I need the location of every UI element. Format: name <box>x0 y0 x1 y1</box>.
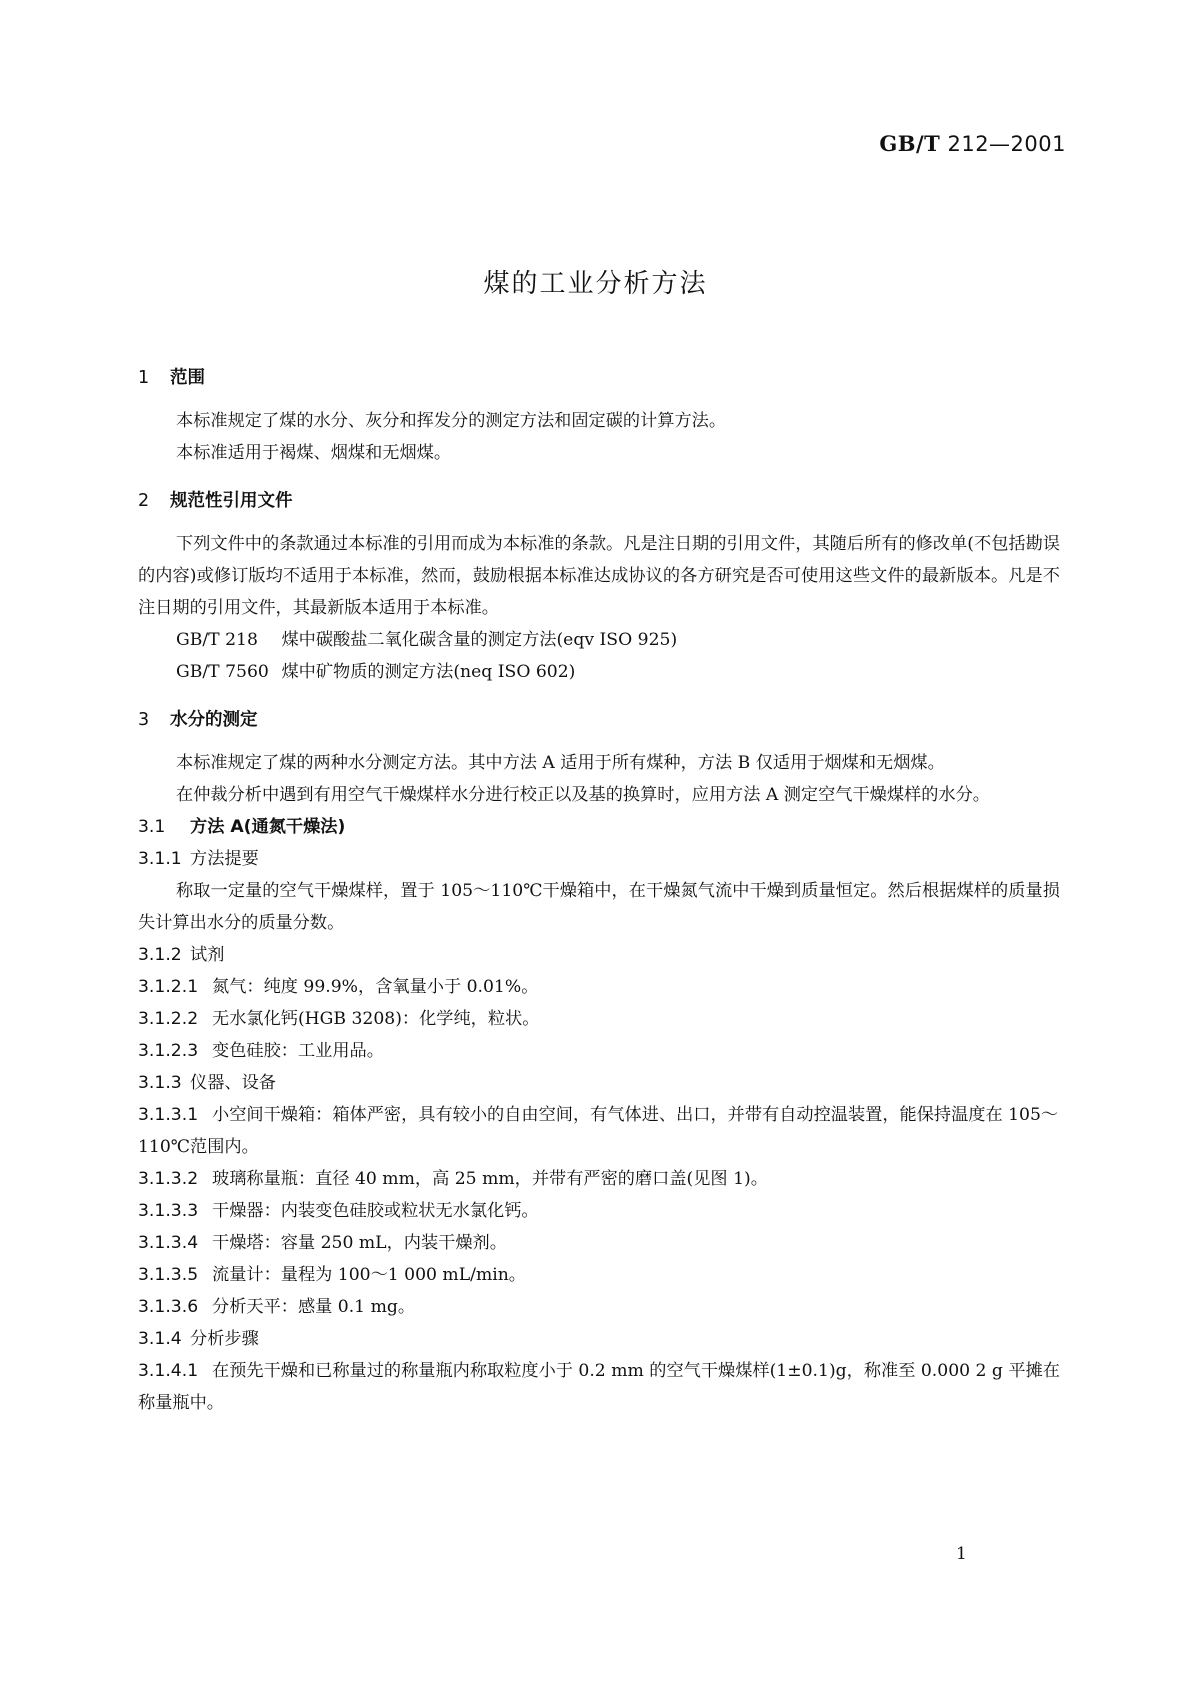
section-title: 规范性引用文件 <box>170 491 293 511</box>
clause-number: 3.1.2.1 <box>138 977 199 997</box>
section-number: 1 <box>138 368 150 388</box>
section-3-heading <box>138 704 1060 737</box>
standard-number <box>879 131 1066 156</box>
clause-number: 3.1.3.3 <box>138 1201 199 1221</box>
clause-number: 3.1.2.3 <box>138 1041 199 1061</box>
clause-3-1-3-2 <box>138 1163 1060 1195</box>
paragraph: 本标准规定了煤的水分、灰分和挥发分的测定方法和固定碳的计算方法。 <box>176 411 727 431</box>
paragraph: 在仲裁分析中遇到有用空气干燥煤样水分进行校正以及基的换算时，应用方法 A 测定空气干燥煤样的水分。 <box>176 785 990 805</box>
clause-3-1-3-5 <box>138 1259 1060 1291</box>
subsection-title: 方法 A(通氮干燥法) <box>190 817 346 837</box>
clause-3-1-3-1 <box>138 1099 1060 1163</box>
subsection-number: 3.1.1 <box>138 849 182 869</box>
section-title: 水分的测定 <box>170 710 258 730</box>
page-number: 1 <box>956 1544 967 1564</box>
clause-text: 干燥器：内装变色硅胶或粒状无水氯化钙。 <box>212 1201 539 1221</box>
clause-number: 3.1.4.1 <box>138 1361 199 1381</box>
subsection-3-1-heading <box>138 811 1060 843</box>
section-number: 2 <box>138 491 150 511</box>
paragraph: 称取一定量的空气干燥煤样，置于 105～110℃干燥箱中，在干燥氮气流中干燥到质量恒定。然后根据煤样的质量损失计算出水分的质量分数。 <box>138 881 1060 933</box>
clause-text: 无水氯化钙(HGB 3208)：化学纯，粒状。 <box>212 1009 540 1029</box>
subsection-3-1-3-heading <box>138 1067 1060 1099</box>
clause-text: 小空间干燥箱：箱体严密，具有较小的自由空间，有气体进、出口，并带有自动控温装置，能保持温度在 105～110℃范围内。 <box>138 1105 1059 1157</box>
subsection-number: 3.1.3 <box>138 1073 182 1093</box>
subsection-number: 3.1 <box>138 817 166 837</box>
document-title: 煤的工业分析方法 <box>483 269 708 299</box>
subsection-number: 3.1.4 <box>138 1329 182 1349</box>
document-body <box>138 362 1060 1419</box>
clause-3-1-2-3 <box>138 1035 1060 1067</box>
subsection-title: 试剂 <box>190 945 225 965</box>
subsection-title: 仪器、设备 <box>190 1073 276 1093</box>
subsection-number: 3.1.2 <box>138 945 182 965</box>
clause-text: 流量计：量程为 100～1 000 mL/min。 <box>212 1265 526 1285</box>
reference-item <box>138 624 1060 656</box>
section-number: 3 <box>138 710 150 730</box>
clause-3-1-3-4 <box>138 1227 1060 1259</box>
subsection-3-1-2-heading <box>138 939 1060 971</box>
clause-number: 3.1.2.2 <box>138 1009 199 1029</box>
clause-3-1-2-1 <box>138 971 1060 1003</box>
clause-3-1-3-6 <box>138 1291 1060 1323</box>
reference-item <box>138 656 1060 688</box>
clause-number: 3.1.3.1 <box>138 1105 199 1125</box>
section-1-heading <box>138 362 1060 395</box>
clause-number: 3.1.3.5 <box>138 1265 199 1285</box>
clause-number: 3.1.3.4 <box>138 1233 199 1253</box>
subsection-title: 方法提要 <box>190 849 259 869</box>
reference-code: GB/T 7560 <box>176 662 269 682</box>
clause-3-1-2-2 <box>138 1003 1060 1035</box>
clause-number: 3.1.3.2 <box>138 1169 199 1189</box>
clause-3-1-4-1 <box>138 1355 1060 1419</box>
paragraph: 下列文件中的条款通过本标准的引用而成为本标准的条款。凡是注日期的引用文件，其随后所有的修改单(不包括勘误的内容)或修订版均不适用于本标准，然而，鼓励根据本标准达成协议的各方研究是否可使用这些文件的最新版本。凡是不注日期的引用文件，其最新版本适用于本标准。 <box>138 534 1060 618</box>
reference-code: GB/T 218 <box>176 630 258 650</box>
reference-title: 煤中矿物质的测定方法(neq ISO 602) <box>281 662 576 682</box>
clause-text: 分析天平：感量 0.1 mg。 <box>212 1297 416 1317</box>
section-title: 范围 <box>170 368 205 388</box>
clause-text: 在预先干燥和已称量过的称量瓶内称取粒度小于 0.2 mm 的空气干燥煤样(1±0.1)g，称准至 0.000 2 g 平摊在称量瓶中。 <box>138 1361 1060 1413</box>
clause-number: 3.1.3.6 <box>138 1297 199 1317</box>
clause-3-1-3-3 <box>138 1195 1060 1227</box>
paragraph: 本标准适用于褐煤、烟煤和无烟煤。 <box>176 443 452 463</box>
standard-prefix: GB/T <box>879 131 941 156</box>
subsection-3-1-4-heading <box>138 1323 1060 1355</box>
clause-text: 干燥塔：容量 250 mL，内装干燥剂。 <box>212 1233 507 1253</box>
subsection-3-1-1-heading <box>138 843 1060 875</box>
standard-code: 212—2001 <box>940 132 1066 156</box>
clause-text: 变色硅胶：工业用品。 <box>212 1041 384 1061</box>
clause-text: 氮气：纯度 99.9%，含氧量小于 0.01%。 <box>212 977 539 997</box>
subsection-title: 分析步骤 <box>190 1329 259 1349</box>
section-2-heading <box>138 485 1060 518</box>
reference-title: 煤中碳酸盐二氧化碳含量的测定方法(eqv ISO 925) <box>281 630 678 650</box>
paragraph: 本标准规定了煤的两种水分测定方法。其中方法 A 适用于所有煤种，方法 B 仅适用于烟煤和无烟煤。 <box>176 753 945 773</box>
clause-text: 玻璃称量瓶：直径 40 mm，高 25 mm，并带有严密的磨口盖(见图 1)。 <box>212 1169 768 1189</box>
